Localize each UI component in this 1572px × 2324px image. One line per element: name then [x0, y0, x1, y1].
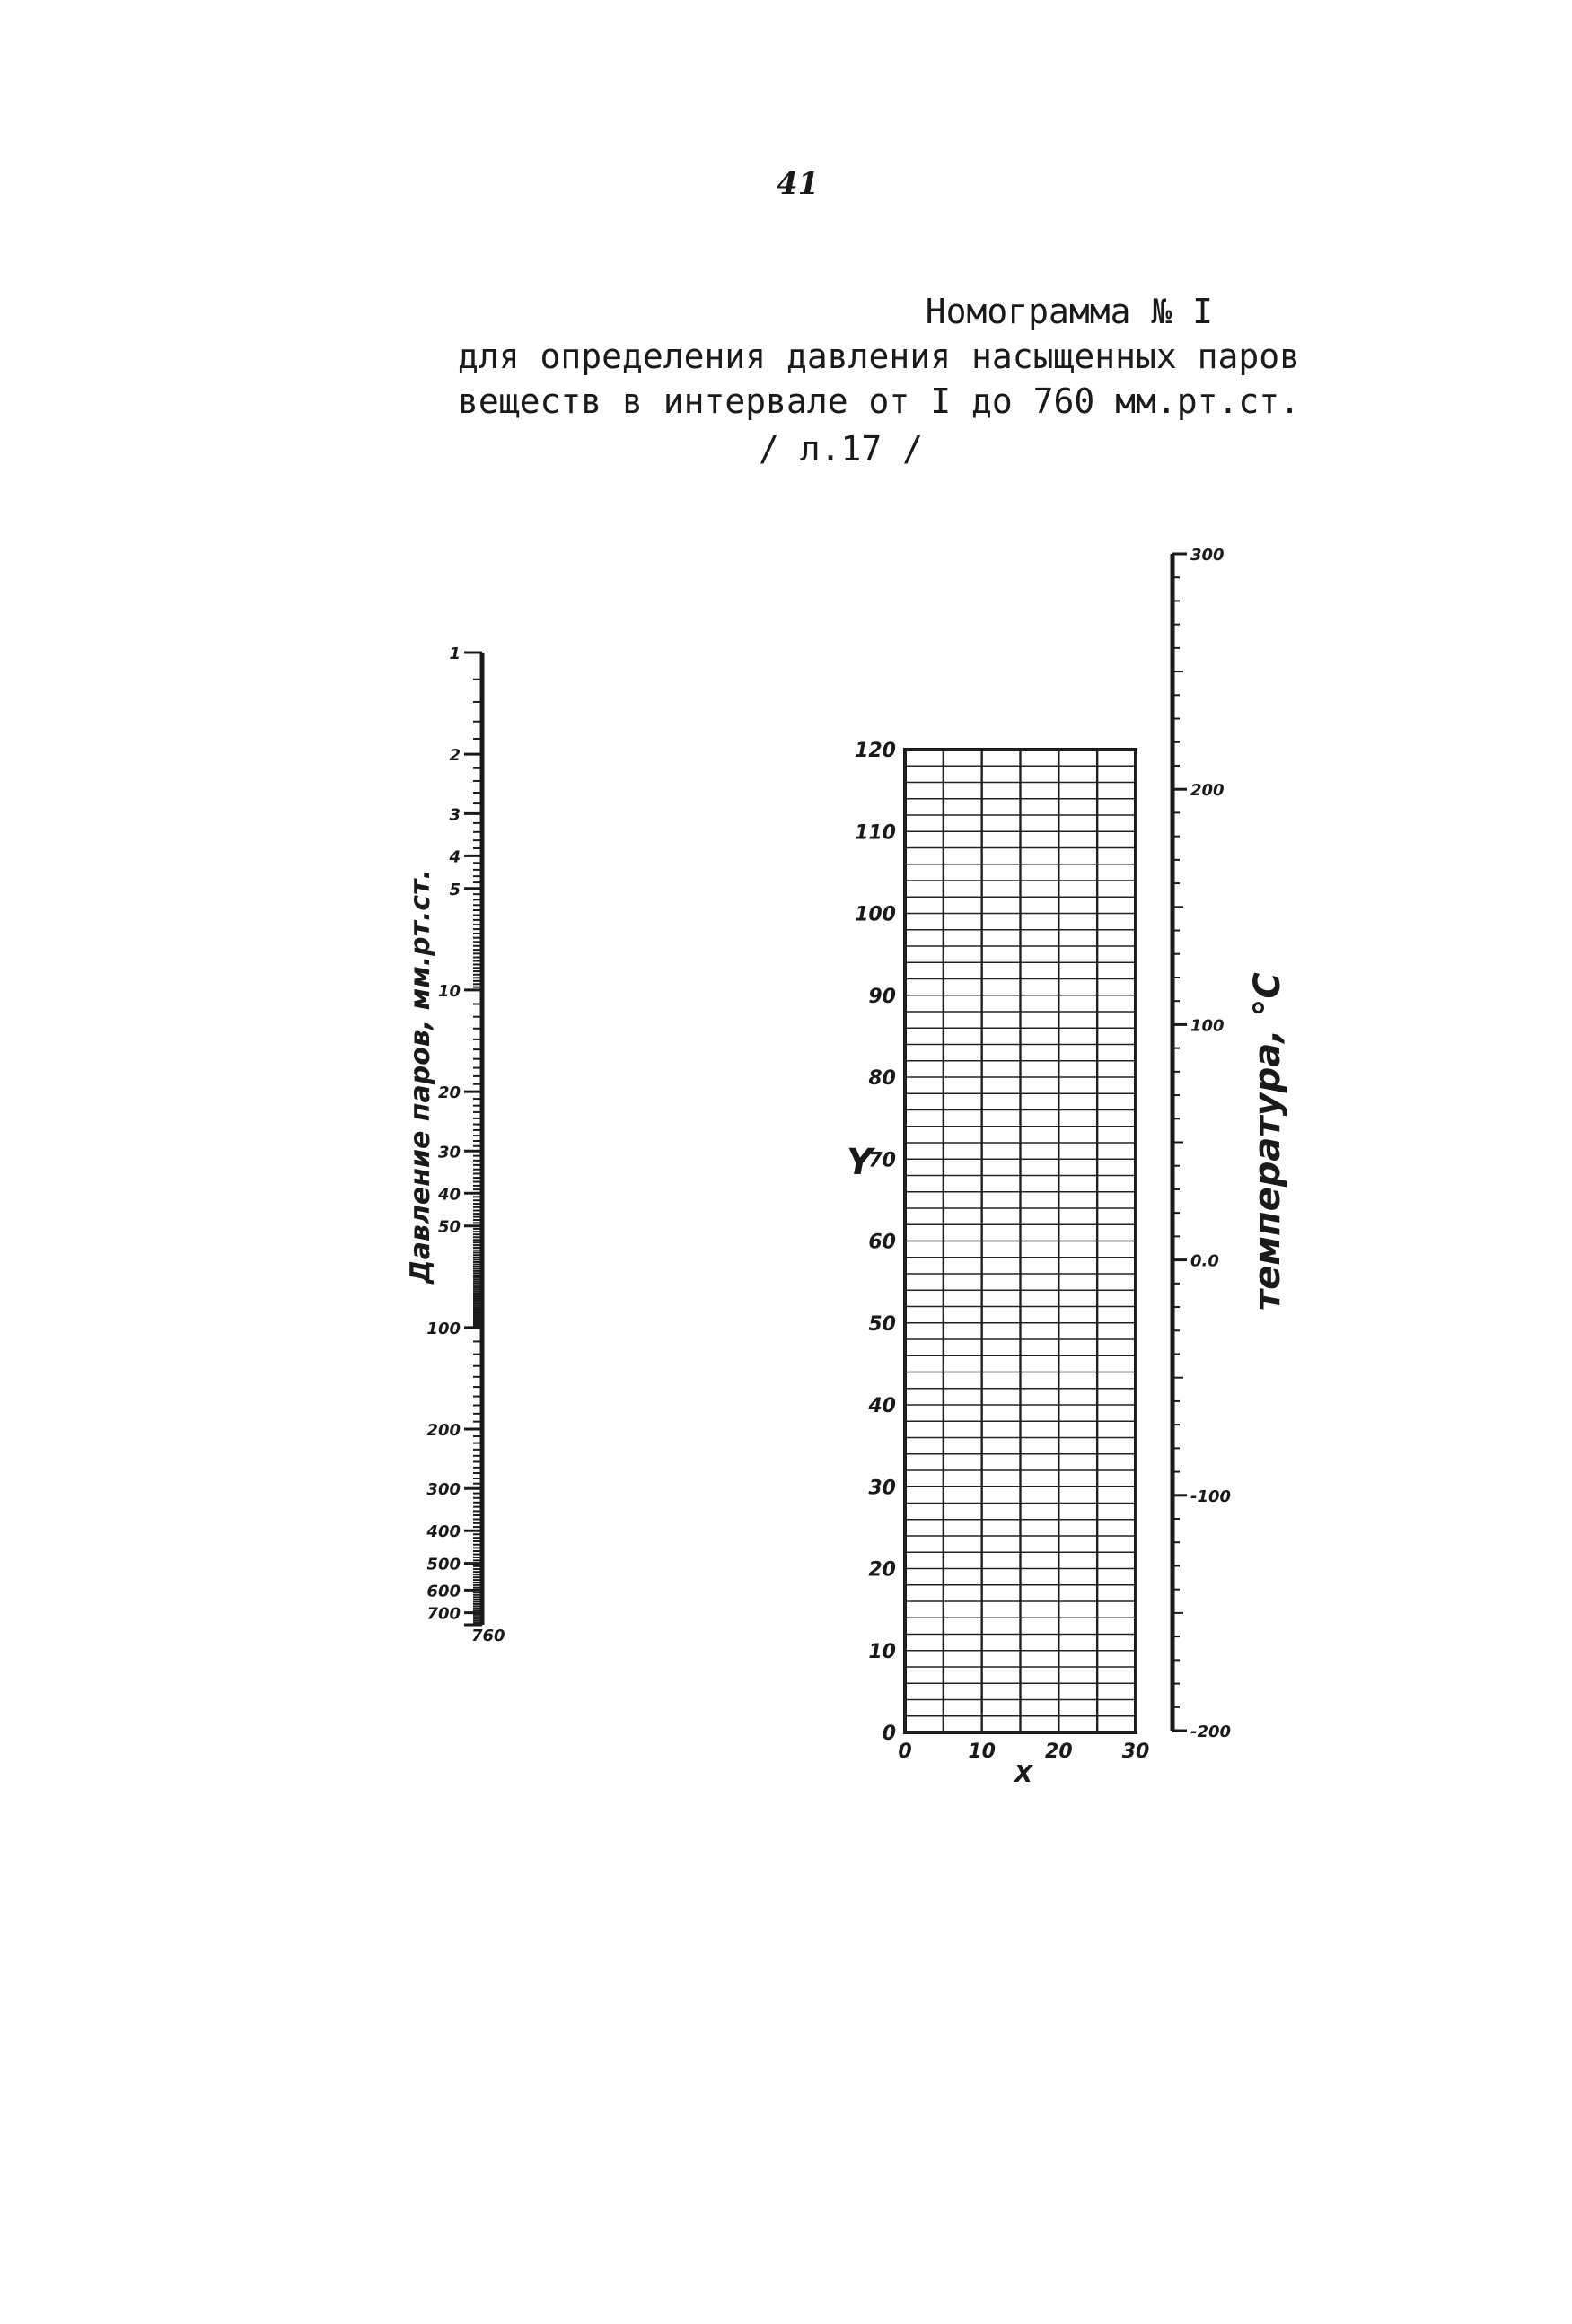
grid-y-tick-label: 10	[868, 1640, 896, 1663]
title-line-3: веществ в интервале от I до 760 мм.рт.ст.	[458, 381, 1300, 421]
grid-y-tick-label: 50	[868, 1312, 896, 1336]
grid-x-tick-label: 20	[1045, 1741, 1073, 1763]
grid-x-tick-label: 10	[968, 1741, 996, 1763]
grid-x-tick-label: 0	[898, 1741, 912, 1763]
pressure-tick-label: 10	[437, 981, 461, 1001]
pressure-tick-label: 3	[449, 805, 461, 825]
x-axis-label: X	[1014, 1761, 1033, 1788]
y-axis-label: Y	[847, 1142, 873, 1183]
title-line-2: для определения давления насыщенных паров	[458, 337, 1300, 376]
pressure-tick-label: 40	[437, 1185, 461, 1205]
pressure-tick-label: 300	[426, 1480, 461, 1500]
grid-y-tick-label: 30	[868, 1477, 896, 1500]
pressure-tick-label: 20	[437, 1083, 461, 1103]
pressure-tick-label: 4	[449, 847, 461, 867]
grid-x-tick-labels	[898, 1741, 1149, 1763]
grid-lines	[905, 750, 1136, 1732]
pressure-tick-label: 50	[437, 1217, 461, 1237]
grid-y-tick-label: 110	[855, 821, 896, 845]
temperature-axis-label: температура, °С	[1247, 972, 1288, 1311]
temperature-tick-label: 0.0	[1190, 1251, 1219, 1271]
pressure-tick-label: 760	[471, 1627, 505, 1645]
pressure-tick-label: 1	[449, 645, 461, 663]
pressure-tick-label: 500	[426, 1555, 461, 1574]
temperature-tick-label: 300	[1190, 546, 1225, 565]
pressure-axis-label: Давление паров, мм.рт.ст.	[405, 869, 436, 1284]
grid-y-tick-label: 100	[855, 903, 896, 926]
grid-x-tick-label: 30	[1121, 1741, 1150, 1763]
pressure-tick-label: 2	[449, 746, 461, 766]
temperature-ticks	[1172, 546, 1231, 1741]
pressure-tick-label: 400	[426, 1522, 461, 1542]
pressure-tick-label: 100	[426, 1319, 461, 1338]
temperature-tick-label: 200	[1190, 781, 1225, 801]
pressure-tick-label: 200	[426, 1421, 461, 1441]
pressure-tick-label: 600	[426, 1582, 461, 1601]
pressure-axis	[405, 645, 505, 1645]
grid-y-tick-labels	[855, 740, 896, 1745]
pressure-ticks	[426, 645, 505, 1645]
grid-y-tick-label: 120	[855, 740, 896, 762]
grid-y-tick-label: 80	[868, 1067, 896, 1090]
temperature-tick-label: -100	[1190, 1486, 1232, 1506]
xy-grid	[847, 740, 1149, 1788]
pressure-tick-label: 5	[449, 880, 461, 899]
title-line-4: / л.17 /	[759, 429, 924, 469]
page-number: 41	[777, 166, 820, 202]
temperature-axis	[1172, 546, 1288, 1741]
pressure-tick-label: 700	[426, 1604, 461, 1624]
temperature-tick-label: 100	[1190, 1016, 1225, 1036]
grid-y-tick-label: 70	[868, 1149, 896, 1172]
pressure-tick-label: 30	[437, 1143, 461, 1162]
grid-y-tick-label: 40	[868, 1395, 896, 1417]
grid-y-tick-label: 90	[868, 985, 896, 1008]
grid-y-tick-label: 60	[868, 1231, 896, 1254]
temperature-tick-label: -200	[1190, 1723, 1232, 1741]
grid-y-tick-label: 0	[882, 1723, 896, 1745]
title-line-1: Номограмма № I	[925, 292, 1213, 331]
grid-y-tick-label: 20	[868, 1558, 896, 1582]
